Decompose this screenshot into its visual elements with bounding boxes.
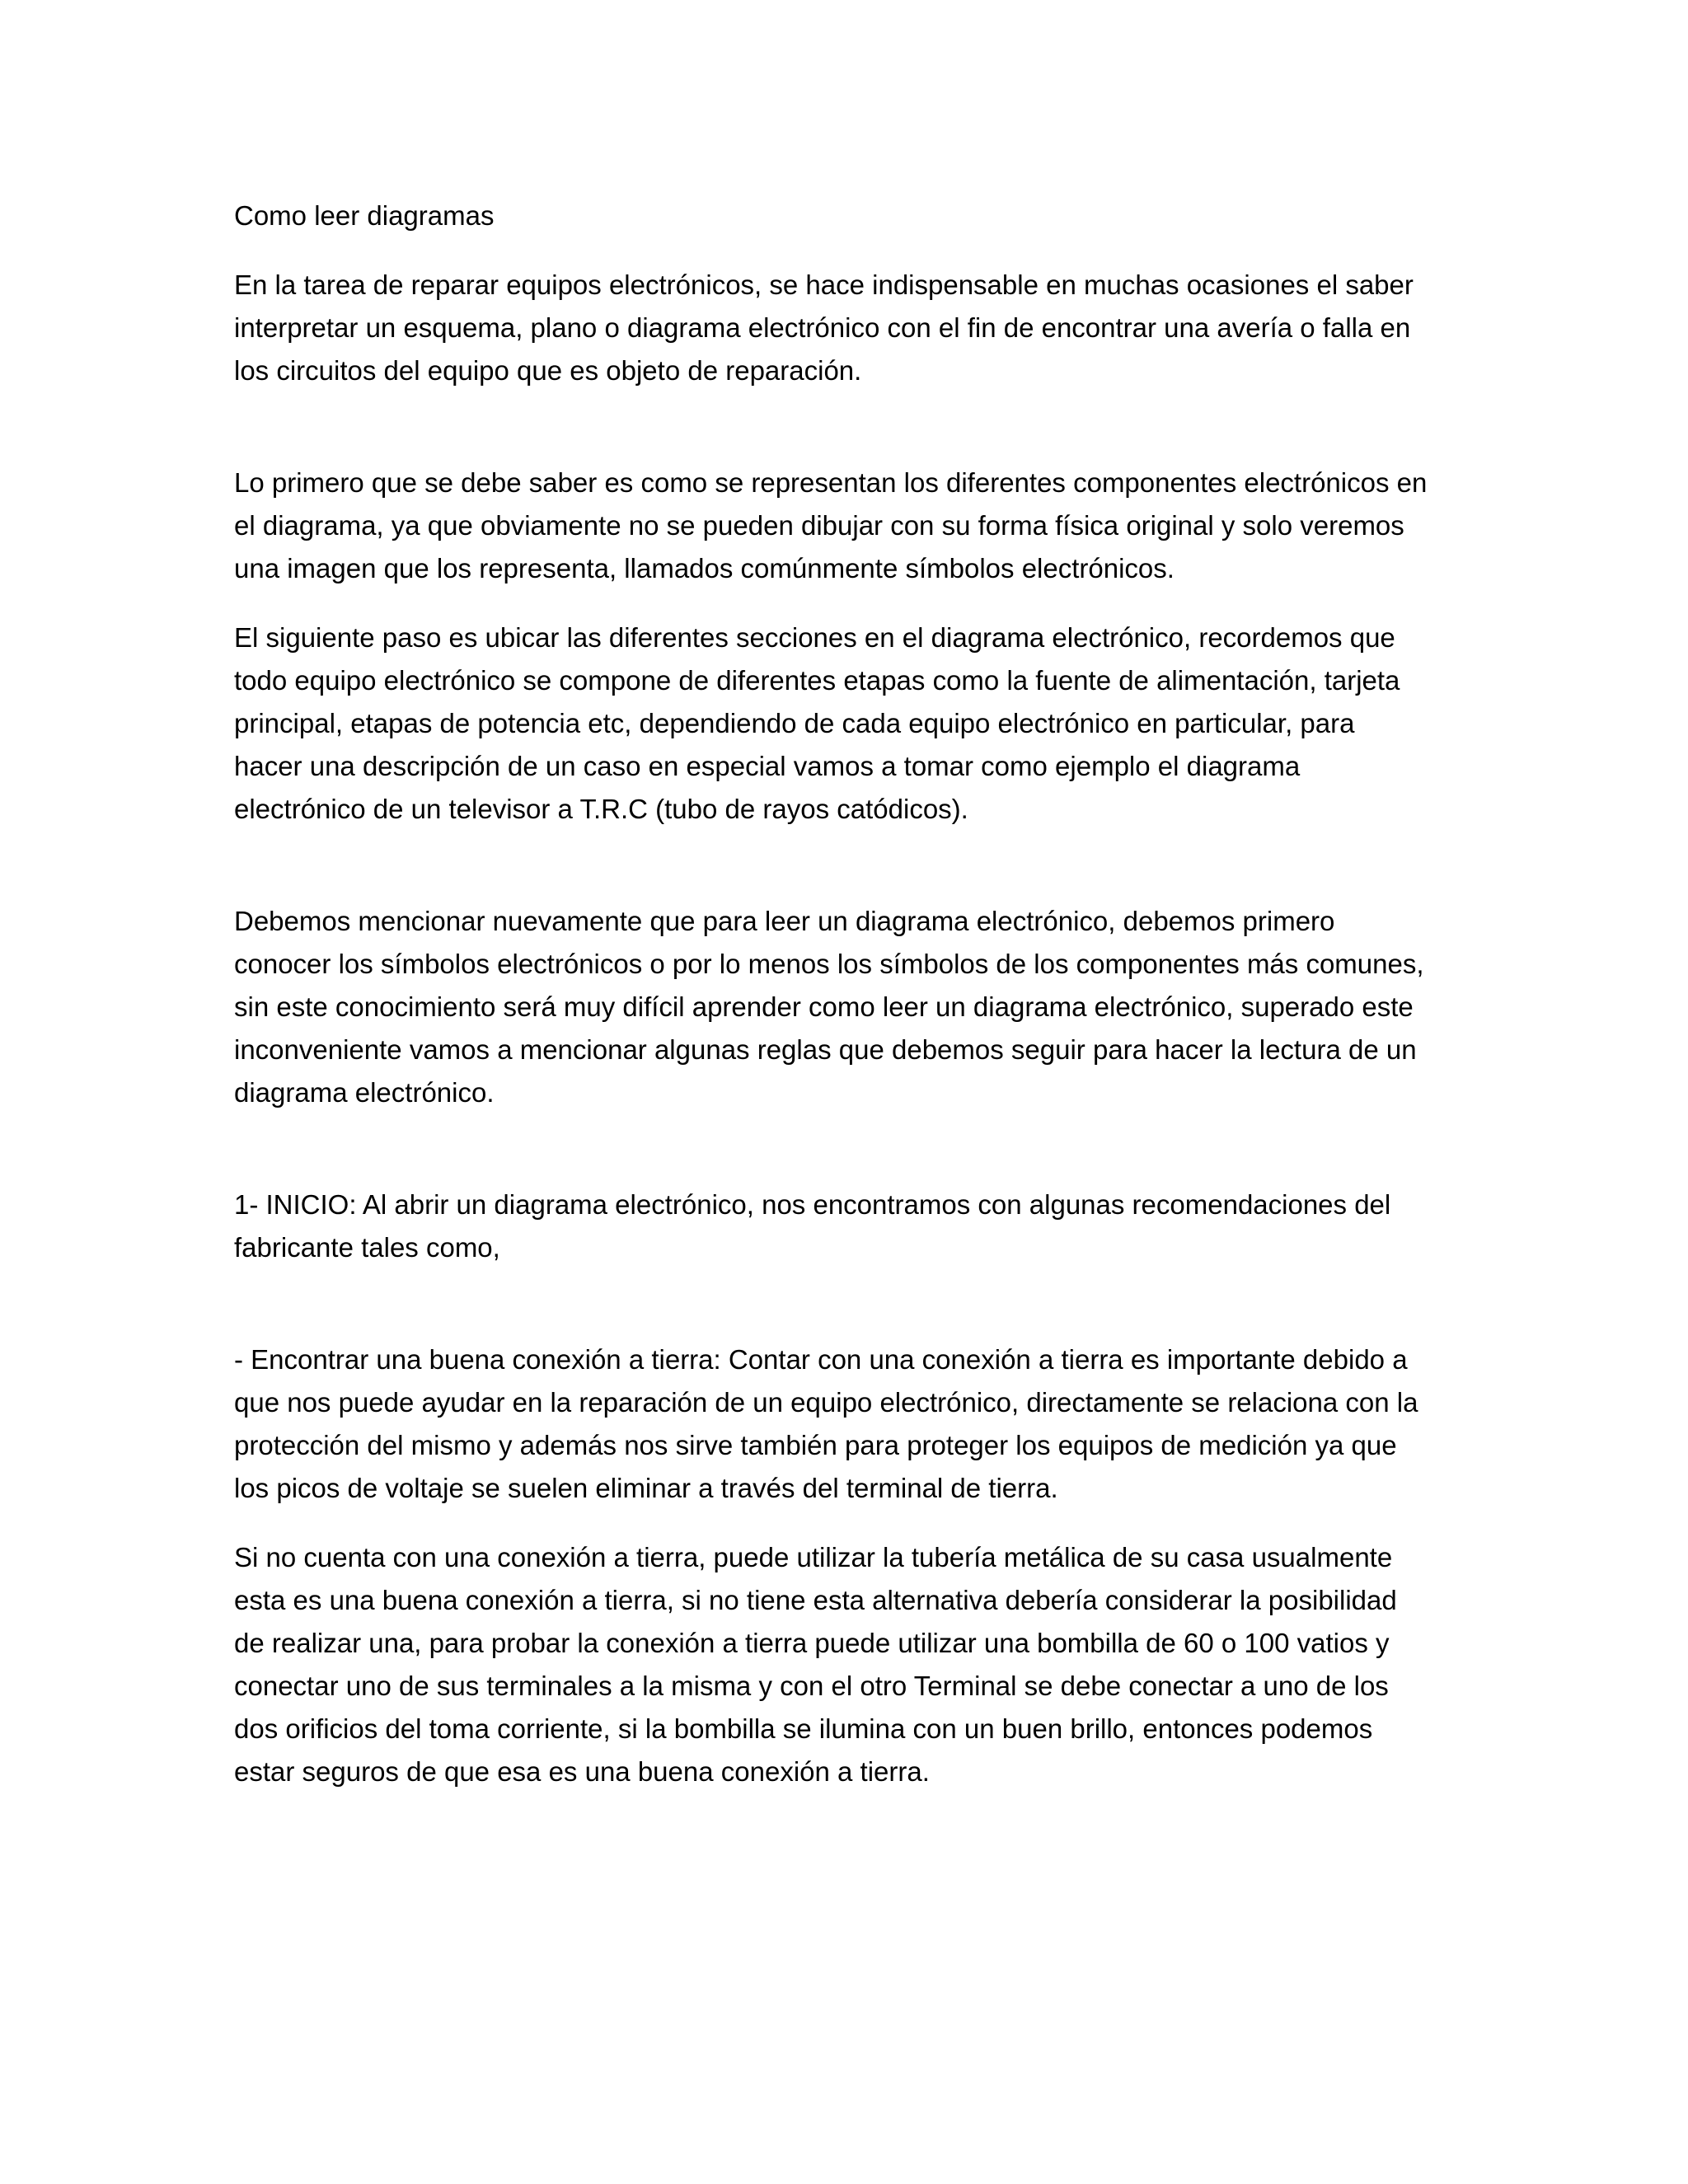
text-line: todo equipo electrónico se compone de diferentes etapas como la fuente de alimentación, tarjeta [234, 665, 1400, 696]
text-line: El siguiente paso es ubicar las diferentes secciones en el diagrama electrónico, recordemos que [234, 622, 1395, 653]
text-line: fabricante tales como, [234, 1232, 500, 1263]
text-line: Debemos mencionar nuevamente que para leer un diagrama electrónico, debemos primero [234, 906, 1335, 936]
text-line: el diagrama, ya que obviamente no se pueden dibujar con su forma física original y solo veremos [234, 510, 1404, 541]
document-body [234, 194, 1454, 1793]
text-line: Lo primero que se debe saber es como se representan los diferentes componentes electrónicos en [234, 467, 1428, 498]
text-line: esta es una buena conexión a tierra, si no tiene esta alternativa debería considerar la posibilidad [234, 1585, 1397, 1615]
text-line: una imagen que los representa, llamados comúnmente símbolos electrónicos. [234, 553, 1175, 583]
text-line: hacer una descripción de un caso en especial vamos a tomar como ejemplo el diagrama [234, 751, 1301, 781]
text-line: electrónico de un televisor a T.R.C (tubo de rayos catódicos). [234, 794, 968, 824]
text-line: que nos puede ayudar en la reparación de un equipo electrónico, directamente se relaciona con la [234, 1387, 1418, 1418]
paragraph-knowledge [234, 900, 1454, 1114]
text-line: conectar uno de sus terminales a la misma y con el otro Terminal se debe conectar a uno de los [234, 1671, 1389, 1701]
text-line: Si no cuenta con una conexión a tierra, puede utilizar la tubería metálica de su casa usualmente [234, 1542, 1393, 1572]
text-line: conocer los símbolos electrónicos o por lo menos los símbolos de los componentes más comunes, [234, 949, 1424, 979]
text-line: estar seguros de que esa es una buena conexión a tierra. [234, 1756, 930, 1787]
text-line: diagrama electrónico. [234, 1077, 495, 1108]
text-line: los circuitos del equipo que es objeto de reparación. [234, 355, 862, 386]
paragraph-sections [234, 616, 1454, 831]
text-line: interpretar un esquema, plano o diagrama electrónico con el fin de encontrar una avería o falla en [234, 312, 1411, 343]
text-line: de realizar una, para probar la conexión a tierra puede utilizar una bombilla de 60 o 100 vatios y [234, 1628, 1390, 1658]
text-line: 1- INICIO: Al abrir un diagrama electrónico, nos encontramos con algunas recomendaciones del [234, 1189, 1391, 1220]
text-line: dos orificios del toma corriente, si la bombilla se ilumina con un buen brillo, entonces podemos [234, 1713, 1373, 1744]
text-line: protección del mismo y además nos sirve también para proteger los equipos de medición ya que [234, 1430, 1397, 1460]
text-line: principal, etapas de potencia etc, dependiendo de cada equipo electrónico en particular, para [234, 708, 1355, 738]
paragraph-inicio [234, 1183, 1454, 1269]
paragraph-ground-test [234, 1536, 1454, 1793]
text-line: los picos de voltaje se suelen eliminar a través del terminal de tierra. [234, 1473, 1058, 1503]
paragraph-symbols [234, 462, 1454, 590]
text-line: sin este conocimiento será muy difícil aprender como leer un diagrama electrónico, superado este [234, 991, 1414, 1022]
paragraph-intro [234, 264, 1454, 392]
paragraph-ground-connection [234, 1338, 1454, 1510]
text-line: - Encontrar una buena conexión a tierra: Contar con una conexión a tierra es importante debido a [234, 1344, 1408, 1375]
text-line: inconveniente vamos a mencionar algunas reglas que debemos seguir para hacer la lectura de un [234, 1034, 1417, 1065]
document-title: Como leer diagramas [234, 200, 495, 231]
text-line: En la tarea de reparar equipos electrónicos, se hace indispensable en muchas ocasiones el saber [234, 269, 1414, 300]
